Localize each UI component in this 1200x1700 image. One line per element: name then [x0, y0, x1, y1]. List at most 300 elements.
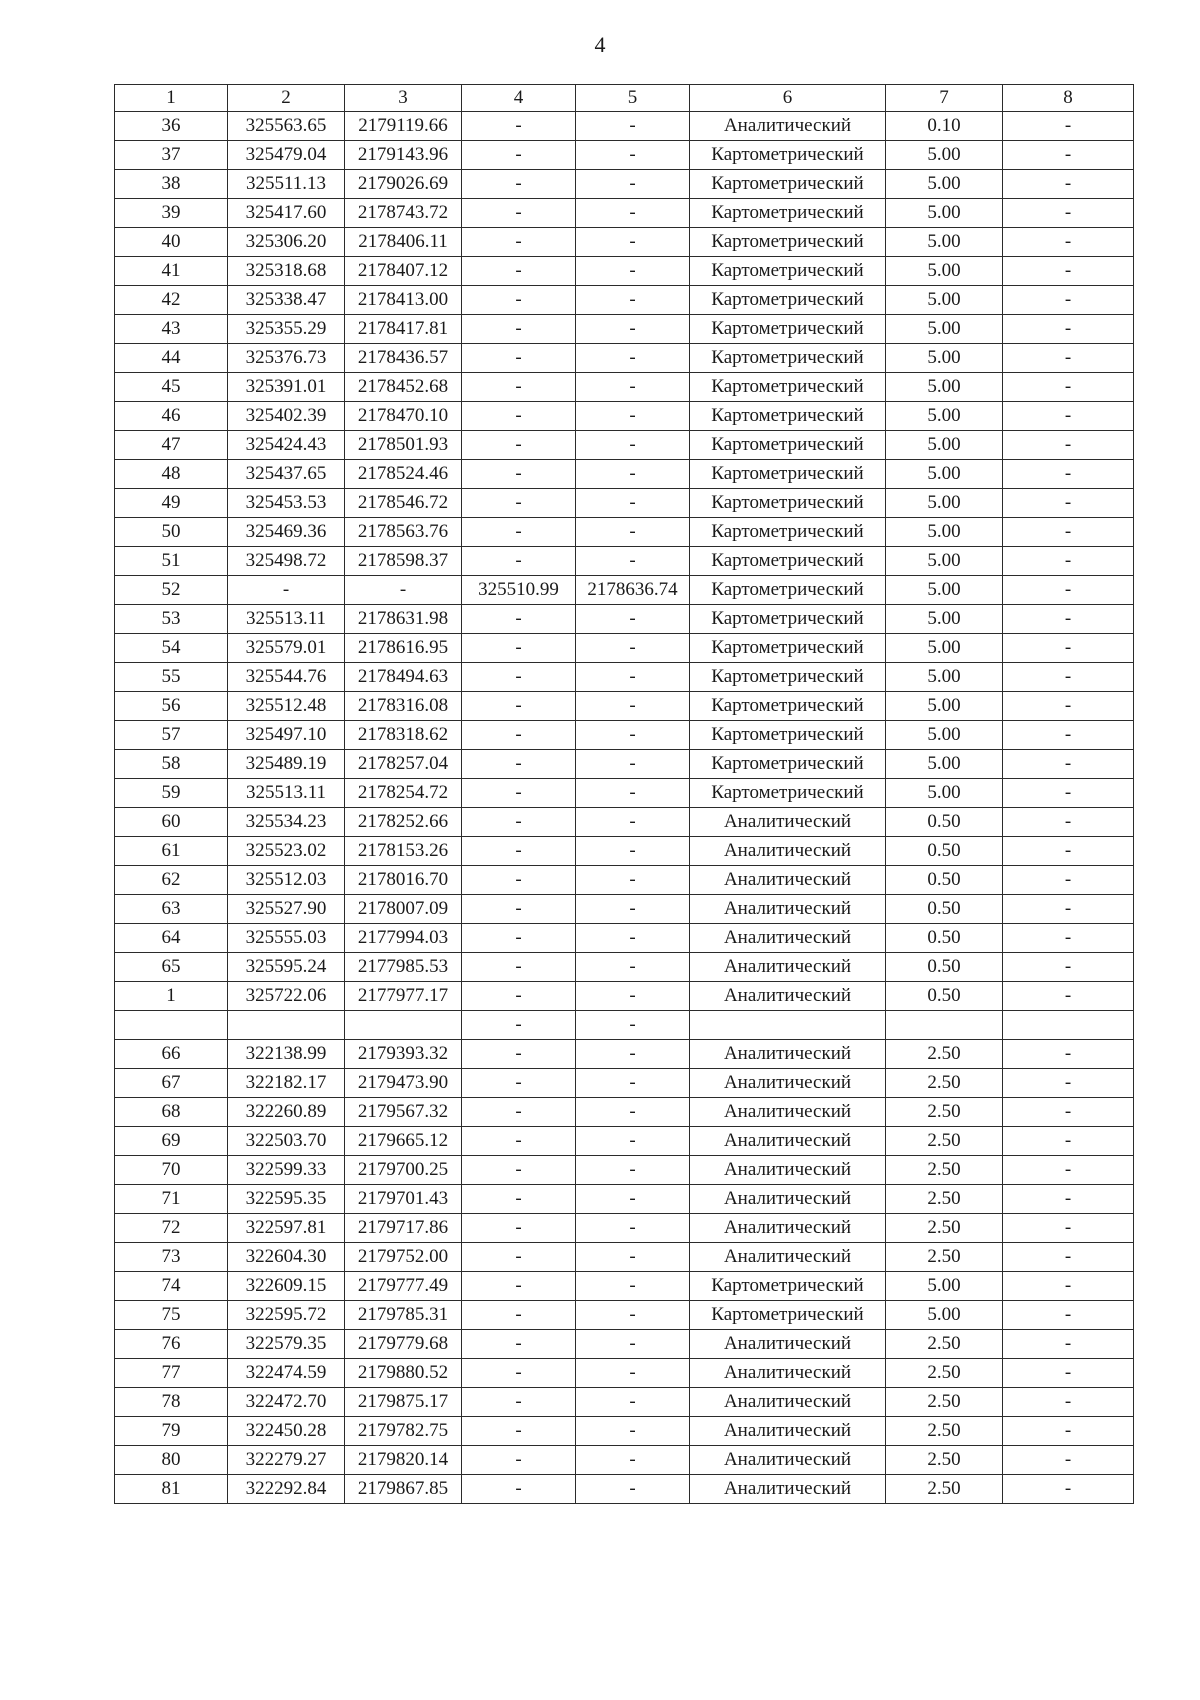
accuracy-cell: 0.50 [886, 953, 1003, 982]
table-row [115, 634, 1134, 663]
table-row [115, 228, 1134, 257]
x-alt-coordinate-cell: - [462, 1243, 576, 1272]
accuracy-cell: 2.50 [886, 1388, 1003, 1417]
accuracy-cell: 5.00 [886, 431, 1003, 460]
method-cell: Картометрический [690, 257, 886, 286]
header-row [115, 85, 1134, 112]
point-number-cell: 38 [115, 170, 228, 199]
note-cell: - [1003, 228, 1134, 257]
note-cell: - [1003, 431, 1134, 460]
method-cell: Картометрический [690, 373, 886, 402]
method-cell: Картометрический [690, 286, 886, 315]
point-number-cell: 53 [115, 605, 228, 634]
y-alt-coordinate-cell: - [576, 750, 690, 779]
y-alt-coordinate-cell: - [576, 692, 690, 721]
table-row [115, 808, 1134, 837]
point-number-cell: 56 [115, 692, 228, 721]
x-coordinate-cell: 325489.19 [228, 750, 345, 779]
method-cell: Аналитический [690, 866, 886, 895]
y-coordinate-cell: 2177985.53 [345, 953, 462, 982]
y-alt-coordinate-cell: - [576, 257, 690, 286]
y-alt-coordinate-cell: - [576, 112, 690, 141]
x-alt-coordinate-cell: - [462, 1301, 576, 1330]
point-number-cell: 43 [115, 315, 228, 344]
x-alt-coordinate-cell: - [462, 1417, 576, 1446]
x-coordinate-cell: 322182.17 [228, 1069, 345, 1098]
column-header: 4 [462, 85, 576, 112]
note-cell: - [1003, 402, 1134, 431]
note-cell: - [1003, 1127, 1134, 1156]
note-cell: - [1003, 982, 1134, 1011]
y-alt-coordinate-cell: - [576, 605, 690, 634]
method-cell: Аналитический [690, 953, 886, 982]
x-alt-coordinate-cell: - [462, 982, 576, 1011]
accuracy-cell: 5.00 [886, 692, 1003, 721]
point-number-cell: 36 [115, 112, 228, 141]
y-alt-coordinate-cell: - [576, 895, 690, 924]
x-alt-coordinate-cell: - [462, 1069, 576, 1098]
method-cell: Картометрический [690, 344, 886, 373]
y-coordinate-cell: 2178257.04 [345, 750, 462, 779]
y-alt-coordinate-cell: - [576, 1214, 690, 1243]
x-coordinate-cell: 325417.60 [228, 199, 345, 228]
note-cell: - [1003, 344, 1134, 373]
point-number-cell: 67 [115, 1069, 228, 1098]
x-coordinate-cell: 322279.27 [228, 1446, 345, 1475]
table-row [115, 1040, 1134, 1069]
accuracy-cell: 5.00 [886, 750, 1003, 779]
table-row [115, 1446, 1134, 1475]
y-alt-coordinate-cell: - [576, 1417, 690, 1446]
table-header [115, 85, 1134, 112]
note-cell [1003, 1011, 1134, 1040]
x-coordinate-cell: 322595.35 [228, 1185, 345, 1214]
accuracy-cell: 5.00 [886, 605, 1003, 634]
point-number-cell: 62 [115, 866, 228, 895]
method-cell: Аналитический [690, 1040, 886, 1069]
y-coordinate-cell: 2179867.85 [345, 1475, 462, 1504]
table-row [115, 692, 1134, 721]
x-coordinate-cell: 322609.15 [228, 1272, 345, 1301]
method-cell: Картометрический [690, 779, 886, 808]
table-row [115, 1185, 1134, 1214]
table-row [115, 170, 1134, 199]
note-cell: - [1003, 1301, 1134, 1330]
accuracy-cell: 5.00 [886, 547, 1003, 576]
method-cell: Картометрический [690, 605, 886, 634]
y-coordinate-cell: 2179119.66 [345, 112, 462, 141]
x-coordinate-cell: 325513.11 [228, 605, 345, 634]
point-number-cell: 45 [115, 373, 228, 402]
y-alt-coordinate-cell: - [576, 1475, 690, 1504]
x-coordinate-cell: 322292.84 [228, 1475, 345, 1504]
y-coordinate-cell: 2179752.00 [345, 1243, 462, 1272]
x-coordinate-cell: 325391.01 [228, 373, 345, 402]
accuracy-cell: 2.50 [886, 1330, 1003, 1359]
accuracy-cell: 5.00 [886, 199, 1003, 228]
method-cell: Аналитический [690, 112, 886, 141]
table-row [115, 1330, 1134, 1359]
note-cell: - [1003, 634, 1134, 663]
x-coordinate-cell: 325469.36 [228, 518, 345, 547]
method-cell: Картометрический [690, 518, 886, 547]
y-coordinate-cell: 2178252.66 [345, 808, 462, 837]
point-number-cell: 61 [115, 837, 228, 866]
table-row [115, 1272, 1134, 1301]
method-cell: Картометрический [690, 1301, 886, 1330]
note-cell: - [1003, 1388, 1134, 1417]
point-number-cell: 40 [115, 228, 228, 257]
x-coordinate-cell: 325512.03 [228, 866, 345, 895]
page-number: 4 [594, 32, 606, 57]
y-coordinate-cell: 2179700.25 [345, 1156, 462, 1185]
note-cell: - [1003, 692, 1134, 721]
point-number-cell: 63 [115, 895, 228, 924]
y-alt-coordinate-cell: - [576, 1069, 690, 1098]
y-coordinate-cell: 2177977.17 [345, 982, 462, 1011]
column-header: 5 [576, 85, 690, 112]
table-row [115, 924, 1134, 953]
y-alt-coordinate-cell: - [576, 199, 690, 228]
x-alt-coordinate-cell: - [462, 837, 576, 866]
point-number-cell: 51 [115, 547, 228, 576]
y-coordinate-cell: 2178407.12 [345, 257, 462, 286]
accuracy-cell: 5.00 [886, 721, 1003, 750]
accuracy-cell: 2.50 [886, 1156, 1003, 1185]
accuracy-cell: 0.50 [886, 866, 1003, 895]
y-coordinate-cell: 2178417.81 [345, 315, 462, 344]
point-number-cell: 79 [115, 1417, 228, 1446]
point-number-cell: 39 [115, 199, 228, 228]
x-alt-coordinate-cell: - [462, 1446, 576, 1475]
table-row [115, 1069, 1134, 1098]
point-number-cell: 37 [115, 141, 228, 170]
y-alt-coordinate-cell: - [576, 1040, 690, 1069]
point-number-cell: 70 [115, 1156, 228, 1185]
method-cell: Картометрический [690, 576, 886, 605]
point-number-cell: 41 [115, 257, 228, 286]
x-coordinate-cell: 325306.20 [228, 228, 345, 257]
accuracy-cell: 0.50 [886, 837, 1003, 866]
column-header: 1 [115, 85, 228, 112]
table-row [115, 112, 1134, 141]
method-cell: Аналитический [690, 1330, 886, 1359]
x-coordinate-cell: 322597.81 [228, 1214, 345, 1243]
y-coordinate-cell: 2179026.69 [345, 170, 462, 199]
note-cell: - [1003, 489, 1134, 518]
x-alt-coordinate-cell: - [462, 1185, 576, 1214]
y-coordinate-cell: 2179820.14 [345, 1446, 462, 1475]
x-coordinate-cell: 325555.03 [228, 924, 345, 953]
method-cell: Аналитический [690, 1127, 886, 1156]
point-number-cell: 64 [115, 924, 228, 953]
method-cell: Картометрический [690, 692, 886, 721]
x-alt-coordinate-cell: - [462, 112, 576, 141]
method-cell: Картометрический [690, 721, 886, 750]
x-alt-coordinate-cell: - [462, 1388, 576, 1417]
table-row [115, 1011, 1134, 1040]
y-coordinate-cell: 2178406.11 [345, 228, 462, 257]
x-coordinate-cell: 325563.65 [228, 112, 345, 141]
y-coordinate-cell: 2179701.43 [345, 1185, 462, 1214]
table-row [115, 373, 1134, 402]
table-row [115, 576, 1134, 605]
table-row [115, 982, 1134, 1011]
method-cell: Аналитический [690, 1359, 886, 1388]
point-number-cell: 54 [115, 634, 228, 663]
y-coordinate-cell: 2178598.37 [345, 547, 462, 576]
point-number-cell: 59 [115, 779, 228, 808]
y-coordinate-cell: 2178616.95 [345, 634, 462, 663]
table-row [115, 1156, 1134, 1185]
y-alt-coordinate-cell: - [576, 721, 690, 750]
note-cell: - [1003, 721, 1134, 750]
accuracy-cell: 2.50 [886, 1446, 1003, 1475]
x-coordinate-cell: 322138.99 [228, 1040, 345, 1069]
method-cell: Картометрический [690, 750, 886, 779]
method-cell: Аналитический [690, 982, 886, 1011]
table-row [115, 402, 1134, 431]
x-coordinate-cell: 325534.23 [228, 808, 345, 837]
accuracy-cell: 2.50 [886, 1359, 1003, 1388]
x-alt-coordinate-cell: 325510.99 [462, 576, 576, 605]
x-alt-coordinate-cell: - [462, 315, 576, 344]
table-row [115, 344, 1134, 373]
y-alt-coordinate-cell: - [576, 141, 690, 170]
x-alt-coordinate-cell: - [462, 1098, 576, 1127]
y-alt-coordinate-cell: - [576, 866, 690, 895]
x-alt-coordinate-cell: - [462, 199, 576, 228]
accuracy-cell: 2.50 [886, 1127, 1003, 1156]
method-cell: Аналитический [690, 837, 886, 866]
x-alt-coordinate-cell: - [462, 692, 576, 721]
x-alt-coordinate-cell: - [462, 1272, 576, 1301]
accuracy-cell: 2.50 [886, 1185, 1003, 1214]
method-cell: Картометрический [690, 547, 886, 576]
point-number-cell: 47 [115, 431, 228, 460]
method-cell: Аналитический [690, 1214, 886, 1243]
note-cell: - [1003, 779, 1134, 808]
table-row [115, 1243, 1134, 1272]
accuracy-cell: 5.00 [886, 315, 1003, 344]
point-number-cell: 58 [115, 750, 228, 779]
table-row [115, 547, 1134, 576]
point-number-cell: 52 [115, 576, 228, 605]
note-cell: - [1003, 837, 1134, 866]
point-number-cell: 66 [115, 1040, 228, 1069]
y-alt-coordinate-cell: - [576, 402, 690, 431]
y-alt-coordinate-cell: - [576, 1359, 690, 1388]
x-alt-coordinate-cell: - [462, 547, 576, 576]
x-alt-coordinate-cell: - [462, 895, 576, 924]
point-number-cell: 1 [115, 982, 228, 1011]
note-cell: - [1003, 953, 1134, 982]
y-alt-coordinate-cell: - [576, 344, 690, 373]
accuracy-cell: 2.50 [886, 1417, 1003, 1446]
x-alt-coordinate-cell: - [462, 286, 576, 315]
x-alt-coordinate-cell: - [462, 808, 576, 837]
x-coordinate-cell: 325497.10 [228, 721, 345, 750]
note-cell: - [1003, 1417, 1134, 1446]
table-row [115, 866, 1134, 895]
y-alt-coordinate-cell: - [576, 228, 690, 257]
table-row [115, 953, 1134, 982]
x-coordinate-cell: 322474.59 [228, 1359, 345, 1388]
x-alt-coordinate-cell: - [462, 721, 576, 750]
note-cell: - [1003, 1330, 1134, 1359]
x-alt-coordinate-cell: - [462, 344, 576, 373]
point-number-cell: 77 [115, 1359, 228, 1388]
note-cell: - [1003, 1272, 1134, 1301]
x-alt-coordinate-cell: - [462, 141, 576, 170]
y-coordinate-cell: 2178016.70 [345, 866, 462, 895]
y-alt-coordinate-cell: - [576, 953, 690, 982]
x-coordinate-cell: 325498.72 [228, 547, 345, 576]
x-coordinate-cell: 325513.11 [228, 779, 345, 808]
point-number-cell: 57 [115, 721, 228, 750]
x-coordinate-cell: 325595.24 [228, 953, 345, 982]
method-cell: Аналитический [690, 924, 886, 953]
x-coordinate-cell: 325511.13 [228, 170, 345, 199]
x-alt-coordinate-cell: - [462, 1214, 576, 1243]
x-alt-coordinate-cell: - [462, 170, 576, 199]
x-alt-coordinate-cell: - [462, 431, 576, 460]
note-cell: - [1003, 199, 1134, 228]
accuracy-cell: 0.10 [886, 112, 1003, 141]
point-number-cell: 78 [115, 1388, 228, 1417]
x-coordinate-cell: 325512.48 [228, 692, 345, 721]
y-coordinate-cell: 2178452.68 [345, 373, 462, 402]
x-alt-coordinate-cell: - [462, 373, 576, 402]
x-coordinate-cell: 325479.04 [228, 141, 345, 170]
y-coordinate-cell: 2179665.12 [345, 1127, 462, 1156]
table-body [115, 112, 1134, 1504]
y-coordinate-cell: 2179717.86 [345, 1214, 462, 1243]
accuracy-cell: 5.00 [886, 373, 1003, 402]
y-coordinate-cell: 2179143.96 [345, 141, 462, 170]
y-coordinate-cell: - [345, 576, 462, 605]
x-alt-coordinate-cell: - [462, 1127, 576, 1156]
x-coordinate-cell: 325722.06 [228, 982, 345, 1011]
accuracy-cell: 2.50 [886, 1214, 1003, 1243]
accuracy-cell: 0.50 [886, 808, 1003, 837]
y-coordinate-cell: 2179880.52 [345, 1359, 462, 1388]
accuracy-cell: 5.00 [886, 1272, 1003, 1301]
accuracy-cell: 5.00 [886, 634, 1003, 663]
method-cell: Картометрический [690, 170, 886, 199]
accuracy-cell: 5.00 [886, 228, 1003, 257]
accuracy-cell: 5.00 [886, 402, 1003, 431]
point-number-cell: 81 [115, 1475, 228, 1504]
table-row [115, 1301, 1134, 1330]
x-alt-coordinate-cell: - [462, 489, 576, 518]
note-cell: - [1003, 1359, 1134, 1388]
method-cell: Картометрический [690, 460, 886, 489]
point-number-cell: 55 [115, 663, 228, 692]
y-alt-coordinate-cell: - [576, 924, 690, 953]
x-alt-coordinate-cell: - [462, 663, 576, 692]
method-cell: Аналитический [690, 1156, 886, 1185]
x-alt-coordinate-cell: - [462, 460, 576, 489]
y-coordinate-cell: 2179782.75 [345, 1417, 462, 1446]
method-cell: Аналитический [690, 808, 886, 837]
y-coordinate-cell: 2179567.32 [345, 1098, 462, 1127]
y-coordinate-cell: 2178007.09 [345, 895, 462, 924]
x-coordinate-cell: 325527.90 [228, 895, 345, 924]
table-row [115, 286, 1134, 315]
column-header: 2 [228, 85, 345, 112]
accuracy-cell: 5.00 [886, 170, 1003, 199]
note-cell: - [1003, 547, 1134, 576]
note-cell: - [1003, 895, 1134, 924]
x-alt-coordinate-cell: - [462, 257, 576, 286]
y-coordinate-cell: 2177994.03 [345, 924, 462, 953]
x-coordinate-cell: 325338.47 [228, 286, 345, 315]
table-row [115, 431, 1134, 460]
y-coordinate-cell: 2178743.72 [345, 199, 462, 228]
y-coordinate-cell: 2179779.68 [345, 1330, 462, 1359]
point-number-cell: 65 [115, 953, 228, 982]
column-header: 6 [690, 85, 886, 112]
accuracy-cell: 5.00 [886, 663, 1003, 692]
coordinates-table [114, 84, 1134, 1504]
accuracy-cell: 5.00 [886, 779, 1003, 808]
table-row [115, 199, 1134, 228]
point-number-cell: 75 [115, 1301, 228, 1330]
x-coordinate-cell [228, 1011, 345, 1040]
x-alt-coordinate-cell: - [462, 779, 576, 808]
x-alt-coordinate-cell: - [462, 953, 576, 982]
table-row [115, 1417, 1134, 1446]
table-row [115, 141, 1134, 170]
accuracy-cell: 5.00 [886, 344, 1003, 373]
point-number-cell: 46 [115, 402, 228, 431]
x-coordinate-cell: 325437.65 [228, 460, 345, 489]
y-coordinate-cell: 2179393.32 [345, 1040, 462, 1069]
accuracy-cell: 5.00 [886, 489, 1003, 518]
y-alt-coordinate-cell: - [576, 808, 690, 837]
table-row [115, 779, 1134, 808]
note-cell: - [1003, 1156, 1134, 1185]
table-row [115, 1359, 1134, 1388]
accuracy-cell: 2.50 [886, 1098, 1003, 1127]
table-row [115, 721, 1134, 750]
accuracy-cell: 0.50 [886, 924, 1003, 953]
method-cell [690, 1011, 886, 1040]
table-row [115, 750, 1134, 779]
x-alt-coordinate-cell: - [462, 1359, 576, 1388]
note-cell: - [1003, 1475, 1134, 1504]
x-coordinate-cell: 325424.43 [228, 431, 345, 460]
method-cell: Аналитический [690, 1446, 886, 1475]
x-coordinate-cell: 322579.35 [228, 1330, 345, 1359]
x-alt-coordinate-cell: - [462, 605, 576, 634]
y-coordinate-cell: 2178318.62 [345, 721, 462, 750]
point-number-cell: 73 [115, 1243, 228, 1272]
note-cell: - [1003, 576, 1134, 605]
y-coordinate-cell: 2179777.49 [345, 1272, 462, 1301]
method-cell: Картометрический [690, 199, 886, 228]
note-cell: - [1003, 750, 1134, 779]
accuracy-cell: 5.00 [886, 141, 1003, 170]
y-coordinate-cell: 2178316.08 [345, 692, 462, 721]
point-number-cell: 69 [115, 1127, 228, 1156]
note-cell: - [1003, 518, 1134, 547]
note-cell: - [1003, 1069, 1134, 1098]
table-row [115, 1388, 1134, 1417]
note-cell: - [1003, 1214, 1134, 1243]
y-alt-coordinate-cell: - [576, 1301, 690, 1330]
